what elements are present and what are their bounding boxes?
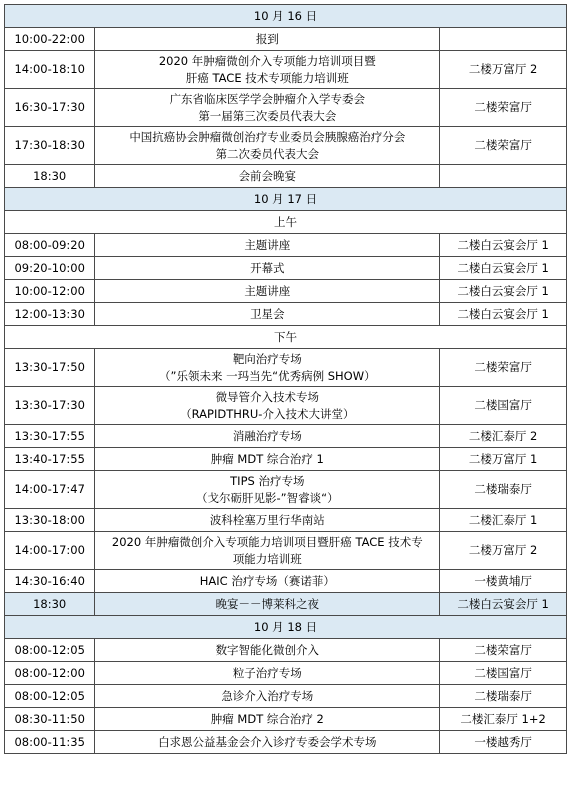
event-cell <box>95 234 440 257</box>
event-cell <box>95 685 440 708</box>
venue-cell-text: 二楼白云宴会厅 1 <box>457 260 549 275</box>
time-cell-text: 08:00-12:00 <box>14 665 85 680</box>
time-cell <box>5 639 95 662</box>
event-cell-text: 波科栓塞万里行华南站 <box>209 512 325 527</box>
event-cell-text: 报到 <box>255 31 279 46</box>
time-cell-text: 13:30-18:00 <box>14 512 85 527</box>
schedule-row <box>5 532 567 570</box>
venue-cell <box>440 471 567 509</box>
time-cell <box>5 425 95 448</box>
venue-cell-text: 二楼万富厅 1 <box>468 451 538 466</box>
period-header-row <box>5 211 567 234</box>
event-cell-text: 主题讲座 <box>244 237 291 252</box>
schedule-row <box>5 257 567 280</box>
venue-cell-text: 二楼国富厅 <box>474 665 532 680</box>
time-cell <box>5 685 95 708</box>
event-cell-text: 靶向治疗专场 （”乐领未来 一玛当先“优秀病例 SHOW） <box>159 351 376 383</box>
schedule-row <box>5 234 567 257</box>
event-cell <box>95 570 440 593</box>
venue-cell <box>440 662 567 685</box>
event-cell-text: 急诊介入治疗专场 <box>221 688 314 703</box>
event-cell <box>95 349 440 387</box>
schedule-row <box>5 303 567 326</box>
event-cell-text: 中国抗癌协会肿瘤微创治疗专业委员会胰腺癌治疗分会 第二次委员代表大会 <box>129 129 406 161</box>
period-header: 下午 <box>5 326 567 349</box>
period-header: 上午 <box>5 211 567 234</box>
venue-cell-text: 二楼荣富厅 <box>474 138 532 152</box>
event-cell <box>95 89 440 127</box>
venue-cell-text: 二楼国富厅 <box>474 398 532 412</box>
event-cell-text: 数字智能化微创介入 <box>215 642 320 657</box>
time-cell-text: 16:30-17:30 <box>14 100 85 114</box>
event-cell-text: 开幕式 <box>250 260 285 275</box>
schedule-row <box>5 89 567 127</box>
venue-cell-text: 一楼黄埔厅 <box>474 573 532 588</box>
event-cell-text: 主题讲座 <box>244 283 291 298</box>
venue-cell-text: 二楼汇泰厅 1 <box>468 512 538 527</box>
venue-cell <box>440 303 567 326</box>
day-header-row <box>5 5 567 28</box>
event-cell-text: 微导管介入技术专场 （RAPIDTHRU-介入技术大讲堂） <box>180 389 355 421</box>
time-cell <box>5 303 95 326</box>
time-cell <box>5 387 95 425</box>
time-cell-text: 18:30 <box>33 168 67 183</box>
schedule-row <box>5 593 567 616</box>
venue-cell-text: 二楼白云宴会厅 1 <box>457 237 549 252</box>
venue-cell <box>440 731 567 754</box>
time-cell <box>5 708 95 731</box>
venue-cell <box>440 51 567 89</box>
event-cell <box>95 532 440 570</box>
venue-cell <box>440 28 567 51</box>
time-cell-text: 13:30-17:55 <box>14 428 85 443</box>
schedule-row <box>5 165 567 188</box>
venue-cell <box>440 639 567 662</box>
time-cell-text: 13:30-17:30 <box>14 398 85 412</box>
time-cell <box>5 471 95 509</box>
schedule-row <box>5 280 567 303</box>
venue-cell-text: 一楼越秀厅 <box>474 734 532 749</box>
event-cell <box>95 448 440 471</box>
event-cell-text: HAIC 治疗专场（赛诺菲） <box>199 573 335 588</box>
day-header: 10 月 18 日 <box>5 616 567 639</box>
period-header-row <box>5 326 567 349</box>
time-cell <box>5 509 95 532</box>
event-cell-text: 广东省临床医学学会肿瘤介入学专委会 第一届第三次委员代表大会 <box>169 91 366 123</box>
event-cell <box>95 509 440 532</box>
event-cell <box>95 127 440 165</box>
event-cell <box>95 51 440 89</box>
time-cell-text: 13:40-17:55 <box>14 451 85 466</box>
day-header-row <box>5 188 567 211</box>
venue-cell-text: 二楼荣富厅 <box>474 360 532 374</box>
event-cell <box>95 303 440 326</box>
venue-cell <box>440 89 567 127</box>
venue-cell-text: 二楼瑞泰厅 <box>474 688 532 703</box>
event-cell-text: 2020 年肿瘤微创介入专项能力培训项目暨肝癌 TACE 技术专 项能力培训班 <box>111 534 423 566</box>
time-cell <box>5 448 95 471</box>
time-cell-text: 08:00-12:05 <box>14 688 85 703</box>
event-cell-text: 2020 年肿瘤微创介入专项能力培训项目暨 肝癌 TACE 技术专项能力培训班 <box>158 53 376 85</box>
time-cell <box>5 532 95 570</box>
event-cell <box>95 165 440 188</box>
time-cell-text: 08:00-12:05 <box>14 642 85 657</box>
schedule-row <box>5 731 567 754</box>
venue-cell-text: 二楼汇泰厅 2 <box>468 428 538 443</box>
schedule-row <box>5 51 567 89</box>
time-cell-text: 08:00-09:20 <box>14 237 85 252</box>
venue-cell-text: 二楼万富厅 2 <box>468 62 538 76</box>
venue-cell <box>440 387 567 425</box>
time-cell <box>5 127 95 165</box>
schedule-row <box>5 570 567 593</box>
venue-cell <box>440 532 567 570</box>
event-cell-text: 晚宴－－博莱科之夜 <box>215 596 320 611</box>
time-cell <box>5 280 95 303</box>
schedule-row <box>5 708 567 731</box>
time-cell <box>5 89 95 127</box>
time-cell <box>5 28 95 51</box>
time-cell-text: 08:00-11:35 <box>14 734 85 749</box>
schedule-row <box>5 509 567 532</box>
day-header: 10 月 17 日 <box>5 188 567 211</box>
venue-cell-text: 二楼白云宴会厅 1 <box>457 283 549 298</box>
event-cell-text: 肿瘤 MDT 综合治疗 1 <box>210 451 324 466</box>
day-header: 10 月 16 日 <box>5 5 567 28</box>
time-cell-text: 14:00-17:00 <box>14 543 85 557</box>
time-cell-text: 09:20-10:00 <box>14 260 85 275</box>
venue-cell-text: 二楼白云宴会厅 1 <box>457 306 549 321</box>
venue-cell <box>440 257 567 280</box>
venue-cell <box>440 570 567 593</box>
day-header-row <box>5 616 567 639</box>
event-cell-text: 会前会晚宴 <box>238 168 297 183</box>
venue-cell-text: 二楼白云宴会厅 1 <box>457 596 549 611</box>
venue-cell <box>440 425 567 448</box>
schedule-row <box>5 425 567 448</box>
event-cell <box>95 387 440 425</box>
venue-cell <box>440 280 567 303</box>
venue-cell-text: 二楼汇泰厅 1+2 <box>460 711 546 726</box>
schedule-row <box>5 471 567 509</box>
time-cell <box>5 165 95 188</box>
event-cell <box>95 662 440 685</box>
schedule-row <box>5 28 567 51</box>
venue-cell <box>440 234 567 257</box>
event-cell <box>95 708 440 731</box>
event-cell <box>95 471 440 509</box>
schedule-row <box>5 127 567 165</box>
schedule-body <box>5 5 567 754</box>
time-cell-text: 17:30-18:30 <box>14 138 85 152</box>
schedule-row <box>5 448 567 471</box>
event-cell <box>95 28 440 51</box>
time-cell-text: 14:30-16:40 <box>14 573 85 588</box>
venue-cell-text: 二楼瑞泰厅 <box>474 482 532 496</box>
time-cell <box>5 662 95 685</box>
event-cell <box>95 280 440 303</box>
time-cell <box>5 570 95 593</box>
time-cell <box>5 349 95 387</box>
time-cell <box>5 234 95 257</box>
schedule-row <box>5 685 567 708</box>
time-cell <box>5 731 95 754</box>
schedule-row <box>5 639 567 662</box>
schedule-table <box>4 4 567 754</box>
time-cell-text: 10:00-22:00 <box>14 31 85 46</box>
time-cell <box>5 257 95 280</box>
venue-cell <box>440 349 567 387</box>
schedule-row <box>5 349 567 387</box>
event-cell-text: 卫星会 <box>250 306 285 321</box>
time-cell-text: 13:30-17:50 <box>14 360 85 374</box>
event-cell <box>95 639 440 662</box>
event-cell-text: TIPS 治疗专场 （戈尔砺肝见影-”智睿谈“） <box>196 473 339 505</box>
venue-cell <box>440 509 567 532</box>
venue-cell-text: 二楼荣富厅 <box>474 100 532 114</box>
event-cell <box>95 731 440 754</box>
venue-cell <box>440 127 567 165</box>
venue-cell <box>440 708 567 731</box>
event-cell-text: 消融治疗专场 <box>232 428 302 443</box>
event-cell <box>95 257 440 280</box>
schedule-row <box>5 387 567 425</box>
event-cell-text: 白求恩公益基金会介入诊疗专委会学术专场 <box>158 734 377 749</box>
event-cell-text: 肿瘤 MDT 综合治疗 2 <box>210 711 324 726</box>
time-cell-text: 14:00-18:10 <box>14 62 85 76</box>
time-cell-text: 18:30 <box>33 596 67 611</box>
time-cell-text: 10:00-12:00 <box>14 283 85 298</box>
schedule-row <box>5 662 567 685</box>
venue-cell <box>440 165 567 188</box>
time-cell-text: 08:30-11:50 <box>14 711 85 726</box>
venue-cell <box>440 593 567 616</box>
time-cell <box>5 51 95 89</box>
time-cell-text: 12:00-13:30 <box>14 306 85 321</box>
event-cell <box>95 425 440 448</box>
time-cell <box>5 593 95 616</box>
venue-cell-text: 二楼荣富厅 <box>474 642 532 657</box>
event-cell-text: 粒子治疗专场 <box>232 665 302 680</box>
event-cell <box>95 593 440 616</box>
venue-cell-text: 二楼万富厅 2 <box>468 543 538 557</box>
venue-cell <box>440 685 567 708</box>
time-cell-text: 14:00-17:47 <box>14 482 85 496</box>
venue-cell <box>440 448 567 471</box>
